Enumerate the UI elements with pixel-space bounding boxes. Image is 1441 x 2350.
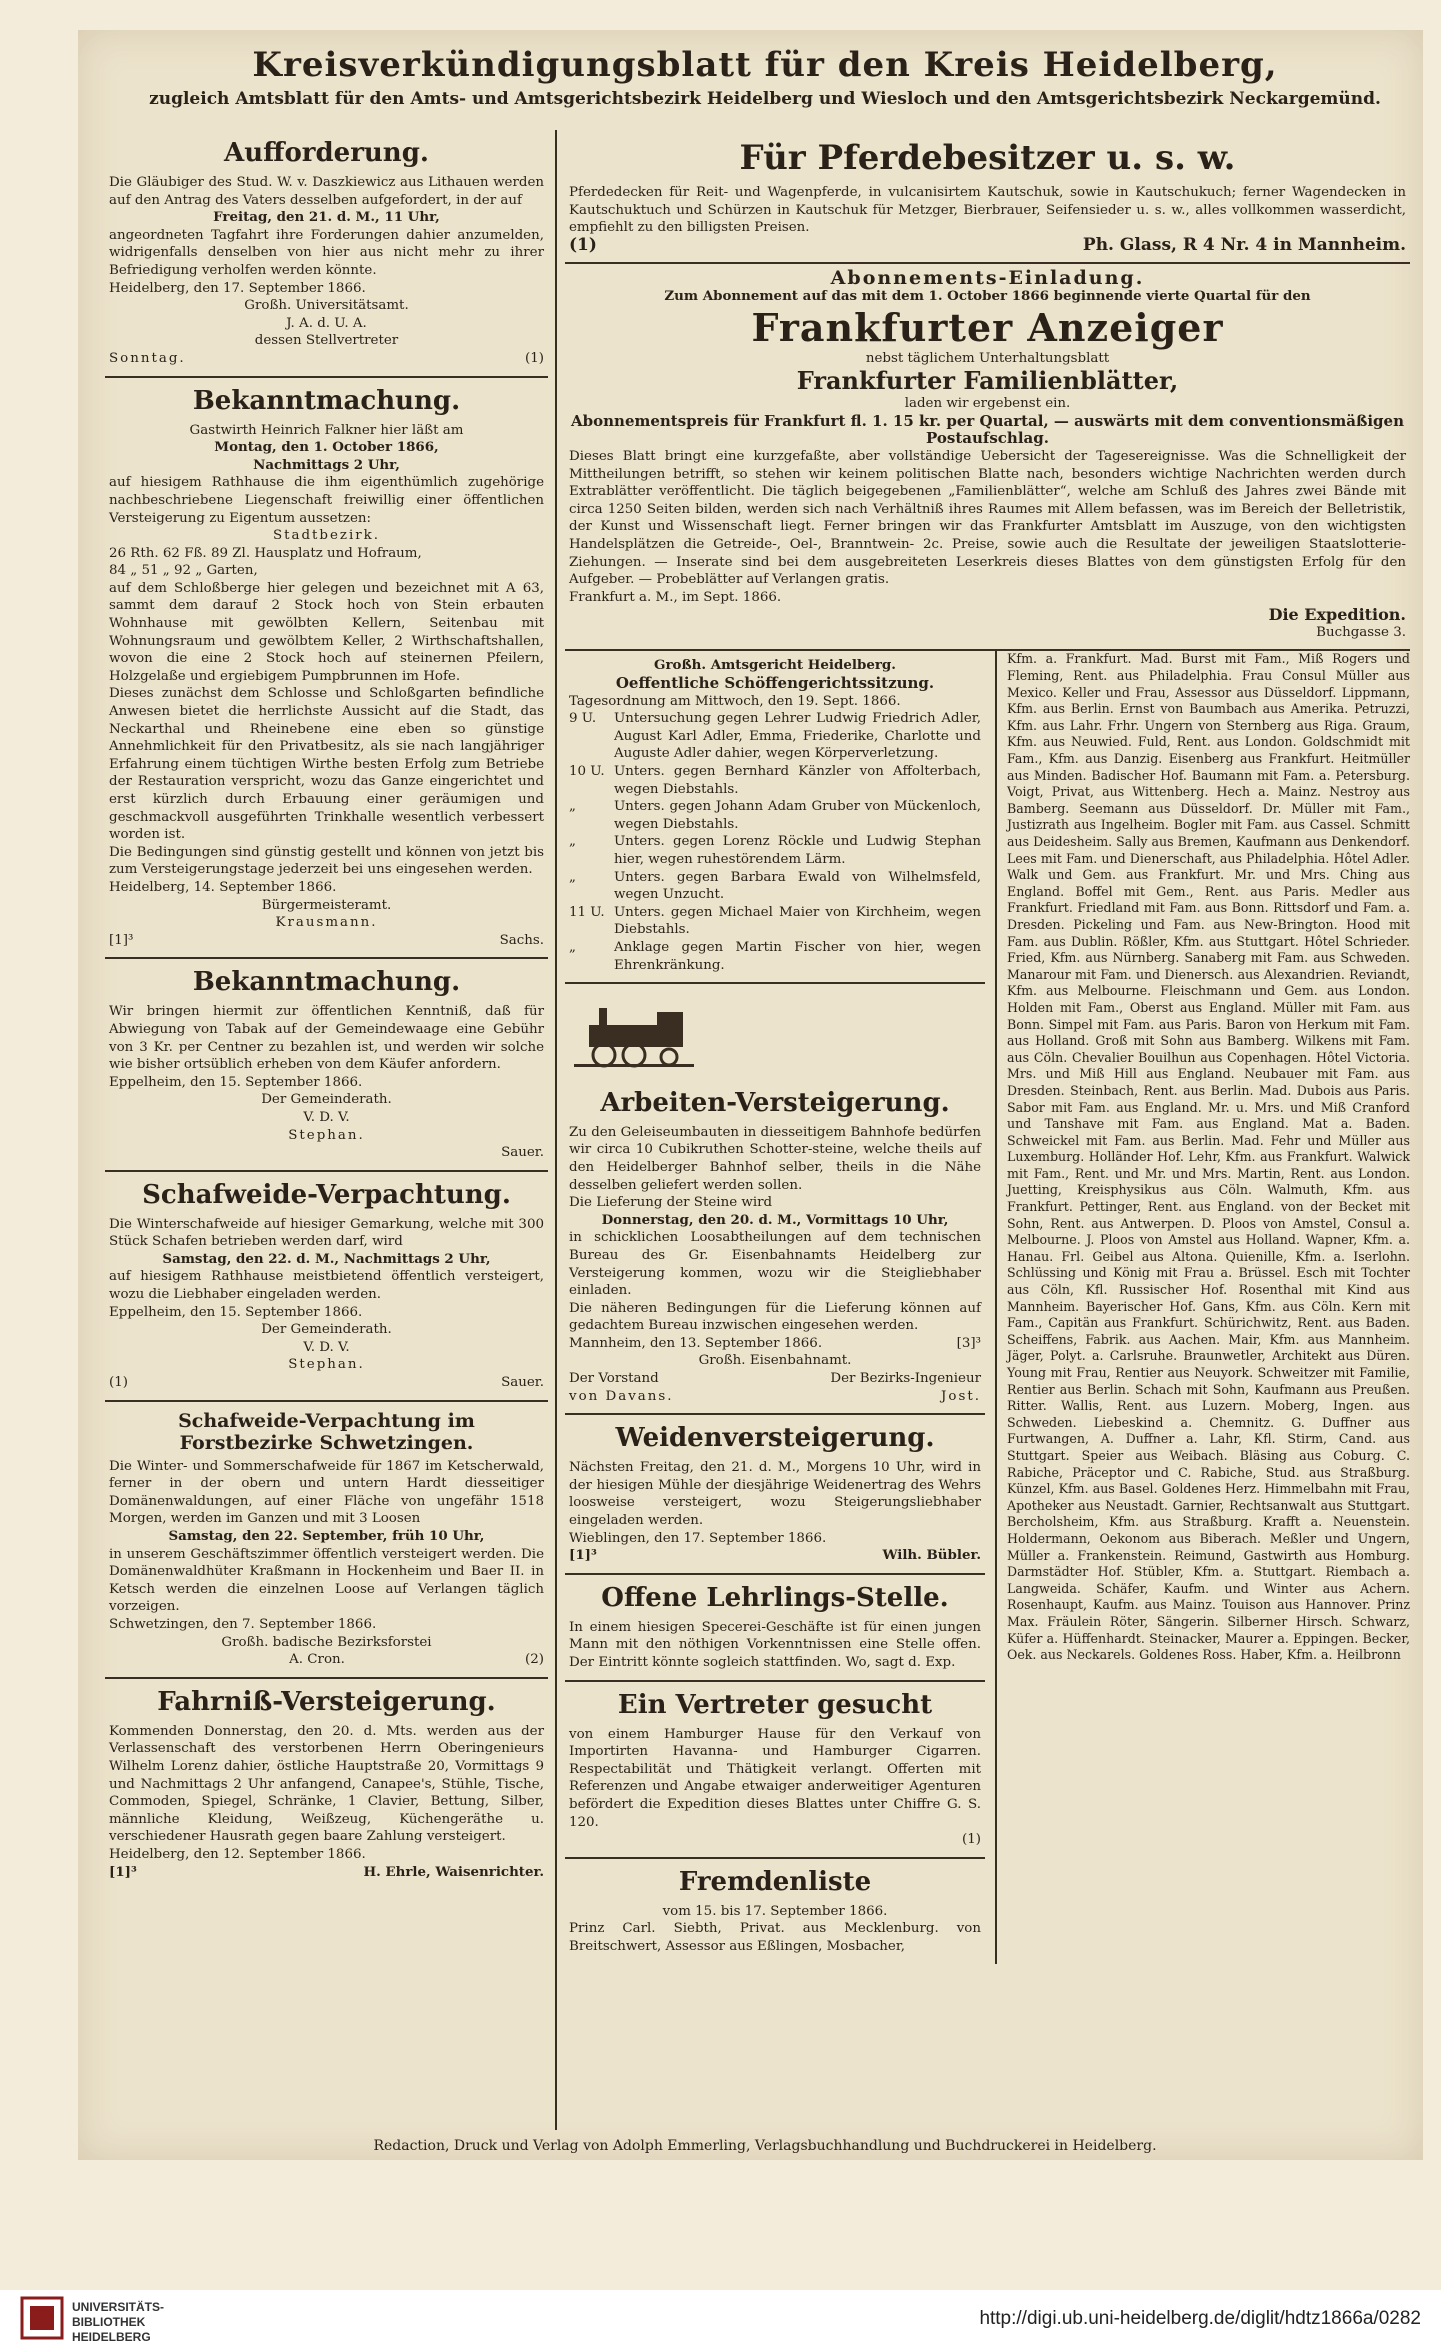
ad-signature: dessen Stellvertreter (254, 333, 399, 349)
ad-signature: Ph. Glass, R 4 Nr. 4 in Mannheim. (1082, 234, 1406, 255)
library-footer-bar (0, 2290, 1441, 2350)
ad-signature: V. D. V. (303, 1339, 350, 1355)
ad-title: Ein Vertreter gesucht (617, 1689, 933, 1720)
ad-signature: V. D. V. (303, 1109, 350, 1125)
source-url-link[interactable]: http://digi.ub.uni-heidelberg.de/diglit/hdtz1866a/0282 (979, 2308, 1421, 2329)
ad-date: Donnerstag, den 20. d. M., Vormittags 10 Uhr, (601, 1211, 949, 1228)
ad-title: Aufforderung. (224, 138, 429, 168)
ad-pferdebesitzer (565, 130, 1410, 264)
ad-text: auf dem Schloßberge hier gelegen und bezeichnet mit A 63, sammt dem darauf 2 Stock hoch von Stein erbauten Wohnhause mit gewölbten Kellern, Seitenbau mit Wohnungsraum und gewölbtem Keller, 2 Wirthschaftshallen, wovon die eine 2 Stock hoch auf steinernen Pfeilern, Holzgelaße und ergiebigem Pumpbrunnen im Hofe. (109, 580, 544, 684)
ad-place: Heidelberg, den 17. September 1866. (109, 280, 366, 296)
ad-fahrniss (105, 1679, 548, 1889)
agenda-time: 10 U. (569, 764, 605, 780)
library-logo-text (72, 2300, 164, 2345)
ad-number: (2) (525, 1652, 544, 1668)
ad-text: vom 15. bis 17. September 1866. (662, 1903, 888, 1919)
ad-text: Die Winter- und Sommerschafweide für 1867 im Ketscherwald, ferner in der obern und untern Hardt diesseitiger Domänenwaldungen, auf einer Fläche von ungefähr 1518 Morgen, werden im Ganzen und mit 3 Loosen (109, 1458, 544, 1527)
ad-frankfurter-anzeiger (565, 264, 1410, 651)
ad-text: Pferdedecken für Reit- und Wagenpferde, in vulcanisirtem Kautschuk, sowie in Kautschukuch; ferner Wagendecken in Kautschuktuch und Schürzen in Kautschuk für Metzger, Bierbrauer, Seifensieder u. s. w., alles vollkommen wasserdicht, empfiehlt zu den billigsten Preisen. (569, 185, 1406, 236)
agenda-time: „ (569, 799, 576, 815)
ad-bekanntmachung-tabak (105, 959, 548, 1171)
ad-heading: Oeffentliche Schöffengerichtssitzung. (615, 674, 935, 693)
ad-text: Die Lieferung der Steine wird (569, 1195, 773, 1211)
ad-signature: A. Cron. (289, 1652, 345, 1668)
ad-signature: Großh. Eisenbahnamt. (698, 1353, 852, 1369)
ad-place: Eppelheim, den 15. September 1866. (109, 1304, 363, 1320)
ad-text: Dieses zunächst dem Schlosse und Schloßgarten befindliche Anwesen bietet die herrlichste Aussicht auf die Stadt, das Neckarthal und Rheinebene eine eben so günstige Annehmlichkeit für den Privatbesitz, als sie nach langjähriger Erfahrung einem tüchtigen Wirthe besten Erfolg zum Betriebe der Restauration verspricht, wozu das Ganze eingerichtet und erst kürzlich durch Erbauung einer geräumigen und geschmackvoll ausgeführten Trinkhalle wesentlich verbessert worden ist. (109, 686, 544, 843)
ad-schafweide-forst (105, 1402, 548, 1679)
ad-date: Samstag, den 22. September, früh 10 Uhr, (168, 1528, 485, 1544)
ad-number: [1]³ (569, 1547, 597, 1564)
ad-signature: Der Gemeinderath. (261, 1092, 392, 1108)
ad-place: Wieblingen, den 17. September 1866. (569, 1530, 827, 1546)
ad-signature: Der Gemeinderath. (261, 1322, 392, 1338)
ad-title: Offene Lehrlings-Stelle. (601, 1582, 949, 1613)
ad-signature: Stephan. (288, 1357, 365, 1373)
ad-text: Zu den Geleiseumbauten in diesseitigem Bahnhofe bedürfen wir circa 10 Cubikruthen Schotter-steine, welche theils auf den Heidelberger Bahnhof selber, theils in die Nähe desselben geliefert werden sollen. (569, 1124, 981, 1193)
ad-text: Prinz Carl. Siebth, Privat. aus Mecklenburg. von Breitschwert, Assessor aus Eßlingen, Mosbacher, (569, 1921, 981, 1954)
ad-number: (1) (962, 1832, 981, 1848)
ad-signature: Jost. (941, 1388, 981, 1404)
ad-number: [3]³ (956, 1335, 981, 1351)
ad-item: 84 „ 51 „ 92 „ Garten, (109, 563, 258, 579)
ad-title: Bekanntmachung. (192, 967, 461, 998)
guest-list-text: Kfm. a. Frankfurt. Mad. Burst mit Fam., Miß Rogers und Fleming, Rent. aus Philadelphia. Frau Consul Müller aus Mexico. Keller und Frau, Assessor aus Düsseldorf. Lippmann, Kfm. aus Berlin. Ernst von Baumbach aus Amerika. Petruzzi, Kfm. aus Lahr. Frhr. Ungern von Sternberg aus Riga. Graum, Kfm. aus Neuwied. Fuld, Rent. aus London. Goldschmidt mit Fam., Kfm. aus Danzig. Eisenberg aus Frankfurt. Heitmüller aus Minden. Badischer Hof. Baumann mit Fam. a. Petersburg. Voigt, Privat, aus Wittenberg. Hech a. Mainz. Nestroy aus Bamberg. Seemann aus Düsseldorf. Dr. Müller mit Fam., Justizrath aus Ingelheim. Bogler mit Fam. aus Cassel. Schmitt aus Deidesheim. Sally aus Bremen, Kaufmann aus Denkendorf. Lees mit Fam. und Dienerschaft, aus Philadelphia. Hôtel Adler. Walk und Gem. aus Frankfurt. Mr. und Mrs. Ching aus England. Boffel mit Gem., Rent. aus Paris. Medler aus Frankfurt. Friedland mit Fam. aus Bonn. Rittsdorf und Fam. a. Dresden. Pickeling und Fam. aus New-Brington. Hood mit Fam. aus Dublin. Rößler, Kfm. aus Stuttgart. Hôtel Schrieder. Fried, Kfm. aus Nürnberg. Sanaberg mit Fam. aus Schweden. Manarour mit Fam. und Dienersch. aus Alexandrien. Reviandt, Kfm. aus Melbourne. Fleischmann und Gem. aus London. Holden mit Fam., Oberst aus England. Müller mit Fam. aus Bonn. Simpel mit Fam. aus Paris. Baron von Herkum mit Fam. aus Holland. Groß mit Sohn aus Bamberg. Wilkens mit Fam. aus Cöln. Chevalier Bouilhun aus Copenhagen. Hôtel Victoria. Mrs. und Miß Hill aus England. Neubauer mit Fam. aus Dresden. Steinbach, Rent. aus Berlin. Mad. Dubois aus Paris. Sabor mit Fam. aus England. Mr. u. Mrs. und Miß Cranford und Tanshave mit Fam. aus England. Mat a. Baden. Schweickel mit Fam. aus Berlin. Mad. Fehr und Müller aus Luxemburg. Holländer Hof. Lehr, Kfm. aus Frankfurt. Walwick mit Fam., Rent. und Mr. und Mrs. Martin, Rent. aus London. Juetting, Kreisphysikus aus Cöln. Walmuth, Kfm. aus Frankfurt. Pettinger, Rent. aus England. von der Becket mit Sohn, Rent. aus Antwerpen. D. Ploos von Amstel, Consul a. Melbourne. J. Ploos von Amstel aus Holland. Wapner, Kfm. a. Hanau. Frl. Geibel aus Altona. Quienille, Kfm. a. Iserlohn. Schlüssing und König mit Frau a. Brüssel. Esch mit Tochter aus Cöln, Kfl. Russischer Hof. Rosenthal mit Kind aus Mannheim. Bayerischer Hof. Gans, Kfm. aus Cöln. Kern mit Fam., Capitän aus Frankfurt. Schürichwitz, Rent. aus Baden. Scheiffens, Fabrik. aus Aachen. Mair, Kfm. aus Mannheim. Jäger, Polyt. a. Carlsruhe. Braunwetler, Architekt aus Düren. Young mit Frau, Rentier aus Neuyork. Schweitzer mit Familie, Rentier aus Berlin. Schach mit Sohn, Kaufmann aus Preußen. Ritter. Wallis, Rent. aus Luzern. Moberg, Ingen. aus Schweden. Liebeskind a. Chemnitz. G. Duffner aus Furtwangen, A. Duffner a. Lahr, Kfl. Stirm, Cand. aus Stuttgart. Speier aus Weibach. Bläsing aus Coburg. C. Rabiche, Präceptor und C. Rabiche, Stud. aus Straßburg. Künzel, Kfm. aus Basel. Goldenes Herz. Himmelbahn mit Frau, Apotheker aus Neustadt. Garnier, Rechtsanwalt aus Stuttgart. Bercholsheim, Kfm. aus Straßburg. Krafft a. Neuenstein. Holdermann, Oekonom aus Biberach. Meßler und Ungern, Müller a. Frankenstein. Reimund, Gastwirth aus Homburg. Darmstädter Hof. Stübler, Kfm. a. Stuttgart. Riembach a. Langweida. Schäfer, Kaufm. und Winter aus Achern. Rosenhaupt, Kaufm. aus Mainz. Touison aus Hannover. Prinz Max. Fräulein Röter, Sängerin. Silberner Hirsch. Schwarz, Küfer a. Hüffenhardt. Steinacker, Maurer a. Eppingen. Becker, Oek. aus Neckarels. Goldenes Ross. Haber, Kfm. a. Heilbronn (1007, 651, 1410, 1663)
ad-signature: Der Vorstand (569, 1371, 659, 1387)
ad-text: In einem hiesigen Specerei-Geschäfte ist für einen jungen Mann mit den nöthigen Vorkenntnissen eine Stelle offen. Der Eintritt könnte sogleich stattfinden. Wo, sagt d. Exp. (569, 1619, 981, 1670)
ad-place: Eppelheim, den 15. September 1866. (109, 1074, 363, 1090)
ad-item: 26 Rth. 62 Fß. 89 Zl. Hausplatz und Hofraum, (109, 545, 422, 561)
ad-text: von einem Hamburger Hause für den Verkauf von Importirten Havanna- und Hamburger Cigarren. Respectabilität und Thätigkeit verlangt. Offerten mit Referenzen und Angabe etwaiger anderweitiger Agenturen befördert die Expedition dieses Blattes unter Chiffre G. S. 120. (569, 1726, 981, 1830)
ad-signature: Stephan. (288, 1127, 365, 1143)
ad-bekanntmachung-falkner (105, 378, 548, 960)
ad-heading: Großh. Amtsgericht Heidelberg. (654, 657, 896, 674)
ad-text: Die näheren Bedingungen für die Lieferung können auf gedachtem Bureau inzwischen eingesehen werden. (569, 1300, 981, 1334)
newspaper-subtitle: zugleich Amtsblatt für den Amts- und Amtsgerichtsbezirk Heidelberg und Wiesloch und den Amtsgerichtsbezirk Neckargemünd. (149, 89, 1381, 109)
ad-text: Gastwirth Heinrich Falkner hier läßt am (189, 422, 464, 438)
logo-line: HEIDELBERG (72, 2330, 151, 2344)
left-column (105, 130, 548, 1889)
ad-signature: Sauer. (501, 1375, 544, 1391)
middle-column (565, 651, 997, 1963)
ad-newspaper-name: Frankfurter Anzeiger (751, 304, 1224, 350)
library-logo-icon (20, 2296, 64, 2340)
ad-text: auf hiesigem Rathhause die ihm eigenthümlich zugehörige nachbeschriebene Liegenschaft freiwillig einer öffentlichen Versteigerung zu Eigentum aussetzen: (109, 475, 544, 526)
ad-text: Die Gläubiger des Stud. W. v. Daszkiewicz aus Lithauen werden auf den Antrag des Vaters desselben aufgefordert, in der auf (109, 175, 544, 208)
right-subcolumns (565, 651, 1410, 1963)
ad-signature: Großh. Universitätsamt. (244, 298, 409, 314)
ad-signature: J. A. d. U. A. (286, 315, 367, 331)
logo-line: UNIVERSITÄTS- (72, 2300, 165, 2314)
ad-signature: Der Bezirks-Ingenieur (830, 1371, 981, 1387)
ad-signature: Die Expedition. (1268, 605, 1406, 625)
agenda-entry: Unters. gegen Lorenz Röckle und Ludwig Stephan hier, wegen ruhestörendem Lärm. (614, 834, 981, 867)
ad-signature: von Davans. (569, 1388, 674, 1404)
ad-arbeiten-versteigerung (565, 984, 985, 1415)
ad-title: Für Pferdebesitzer u. s. w. (739, 138, 1236, 178)
right-column (565, 130, 1410, 1964)
ad-lehrlings-stelle (565, 1575, 985, 1682)
ad-place: Heidelberg, den 12. September 1866. (109, 1846, 366, 1862)
agenda-time: „ (569, 939, 576, 955)
ad-title: Arbeiten-Versteigerung. (600, 1087, 950, 1118)
ad-title: Fahrniß-Versteigerung. (157, 1686, 496, 1717)
column-divider (555, 130, 557, 2130)
ad-signature: Großh. badische Bezirksforstei (221, 1634, 432, 1650)
ad-number: (1) (569, 234, 597, 255)
masthead (105, 45, 1425, 109)
ad-weidenversteigerung (565, 1415, 985, 1575)
ad-title: Fremdenliste (678, 1866, 872, 1897)
agenda-entry: Unters. gegen Bernhard Känzler von Affolterbach, wegen Diebstahls. (614, 764, 981, 797)
agenda-entry: Unters. gegen Michael Maier von Kirchheim, wegen Diebstahls. (614, 904, 981, 938)
agenda-entry: Unters. gegen Johann Adam Gruber von Mückenloch, wegen Diebstahls. (614, 799, 981, 832)
ad-text: in unserem Geschäftszimmer öffentlich versteigert werden. Die Domänenwaldhüter Kraßmann in Hockenheim und Baer II. in Ketsch werden die einzelnen Loose auf Verlangen täglich vorzeigen. (109, 1546, 544, 1615)
ad-schafweide (105, 1172, 548, 1402)
agenda-time: „ (569, 834, 576, 850)
ad-text: angeordneten Tagfahrt ihre Forderungen dahier anzumelden, widrigenfalls denselben von hier aus nicht mehr zu ihrer Befriedigung verholfen werden könnte. (109, 227, 544, 278)
agenda-time: 9 U. (569, 711, 597, 727)
ad-place: Schwetzingen, den 7. September 1866. (109, 1616, 377, 1632)
ad-subhead: Stadtbezirk. (272, 528, 381, 544)
ad-signature: Sachs. (499, 932, 544, 948)
agenda-time: 11 U. (569, 904, 605, 920)
ad-date: Nachmittags 2 Uhr, (253, 456, 400, 473)
guest-list-column (997, 651, 1410, 1963)
ad-text: Tagesordnung am Mittwoch, den 19. Sept. 1866. (569, 693, 901, 709)
ad-supplement-name: Frankfurter Familienblätter, (796, 366, 1179, 396)
ad-text: Zum Abonnement auf das mit dem 1. October 1866 beginnende vierte Quartal für den (664, 287, 1311, 304)
ad-text: Die Bedingungen sind günstig gestellt und können von jetzt bis zum Versteigerungstage jederzeit bei uns eingesehen werden. (109, 844, 544, 878)
agenda-entry: Untersuchung gegen Lehrer Ludwig Friedrich Adler, August Karl Adler, Emma, Friederike, Charlotte und Auguste Adler dahier, wegen Körperverletzung. (614, 711, 981, 762)
ad-number: (1) (525, 350, 544, 366)
logo-line: BIBLIOTHEK (72, 2315, 146, 2329)
ad-text: Kommenden Donnerstag, den 20. d. Mts. werden aus der Verlassenschaft des verstorbenen Herrn Oberingenieurs Wilhelm Lorenz dahier, östliche Hauptstraße 20, Vormittags 9 und Nachmittags 2 Uhr anfangend, Canapee's, Stühle, Tische, Commoden, Spiegel, Schränke, 1 Clavier, Bettung, Silber, männliche Kleidung, Weißzeug, Küchengeräthe u. verschiedener Hausrath gegen baare Zahlung versteigert. (109, 1723, 544, 1845)
ad-price: Abonnementspreis für Frankfurt fl. 1. 15 kr. per Quartal, — auswärts mit dem conventionsmäßigen Postaufschlag. (571, 411, 1404, 448)
ad-text: Nächsten Freitag, den 21. d. M., Morgens 10 Uhr, wird in der hiesigen Mühle der diesjährige Weidenertrag des Wehrs loosweise versteigert, wozu Steigerungsliebhaber eingeladen werden. (569, 1460, 981, 1529)
ad-text: in schicklichen Loosabtheilungen auf dem technischen Bureau des Gr. Eisenbahnamts Heidelberg zur Versteigerung kommen, wozu wir die Steigliebhaber einladen. (569, 1230, 981, 1299)
ad-signature: Sauer. (501, 1145, 544, 1161)
ad-number: (1) (109, 1375, 128, 1391)
ad-text: auf hiesigem Rathhause meistbietend öffentlich versteigert, wozu die Liebhaber eingeladen werden. (109, 1269, 544, 1303)
ad-number: [1]³ (109, 1863, 137, 1880)
ad-text: Dieses Blatt bringt eine kurzgefaßte, aber vollständige Uebersicht der Tagesereignisse. Was die Schnelligkeit der Mittheilungen betrifft, so stehen wir keinem politischen Blatte nach, besonders wichtige Nachrichten werden durch Extrablätter veröffentlicht. Die täglich beigegebenen „Familienblätter“, welche am Schluß des Jahres zwei Bände mit circa 1250 Seiten bilden, werden sich nach Verhältniß ihres Raumes mit Allem befassen, was im Bereich der Belletristik, der Kunst und Wissenschaft liegt. Ferner bringen wir das Frankfurter Amtsblatt im Auszuge, von den wichtigsten Handelsplätzen die Getreide-, Oel-, Branntwein- 2c. Preise, sowie auch die Resultate der jeweiligen Staatslotterie-Ziehungen. — Inserate sind bei dem ausgebreiteten Leserkreis dieses Blattes von dem günstigsten Erfolg für den Aufgeber. — Probeblätter auf Verlangen gratis. (569, 448, 1406, 588)
ad-title: Schafweide-Verpachtung. (142, 1179, 511, 1210)
ad-signature: Krausmann. (275, 915, 378, 931)
ad-signature: Wilh. Bübler. (882, 1547, 981, 1564)
agenda-entry: Anklage gegen Martin Fischer von hier, wegen Ehrenkränkung. (614, 939, 981, 973)
agenda-entry: Unters. gegen Barbara Ewald von Wilhelmsfeld, wegen Unzucht. (614, 869, 981, 903)
ad-number: [1]³ (109, 932, 134, 948)
ad-signature: Sonntag. (109, 350, 186, 366)
ad-date: Montag, den 1. October 1866, (214, 439, 439, 456)
ad-fremdenliste (565, 1859, 985, 1964)
imprint: Redaction, Druck und Verlag von Adolph Emmerling, Verlagsbuchhandlung und Buchdruckerei in Heidelberg. (373, 2138, 1157, 2154)
newspaper-title: Kreisverkündigungsblatt für den Kreis Heidelberg, (252, 45, 1278, 85)
ad-text: nebst täglichem Unterhaltungsblatt (865, 350, 1110, 366)
ad-text: Die Winterschafweide auf hiesiger Gemarkung, welche mit 300 Stück Schafen betrieben werden darf, wird (109, 1216, 544, 1250)
ad-title: Weidenversteigerung. (615, 1423, 935, 1454)
ad-vertreter (565, 1682, 985, 1859)
ad-date: Samstag, den 22. d. M., Nachmittags 2 Uhr, (162, 1250, 491, 1267)
ad-text: Wir bringen hiermit zur öffentlichen Kenntniß, daß für Abwiegung von Tabak auf der Gemeindewaage eine Gebühr von 3 Kr. per Centner zu bezahlen ist, und werden wir solche wie bisher ortsüblich erheben von dem Käufer anfordern. (109, 1004, 544, 1073)
ad-place: Mannheim, den 13. September 1866. (569, 1335, 823, 1351)
ad-schoeffengericht (565, 651, 985, 984)
ad-signature: Bürgermeisteramt. (261, 897, 392, 913)
ad-title: Schafweide-Verpachtung im Forstbezirke Schwetzingen. (178, 1409, 475, 1454)
ad-title: Bekanntmachung. (192, 385, 461, 416)
ad-place: Frankfurt a. M., im Sept. 1866. (569, 589, 782, 605)
ad-signature: Buchgasse 3. (1316, 624, 1406, 640)
ad-signature: H. Ehrle, Waisenrichter. (363, 1863, 544, 1880)
ad-text: laden wir ergebenst ein. (904, 396, 1071, 412)
locomotive-icon (569, 1000, 699, 1070)
ad-aufforderung (105, 130, 548, 378)
agenda-time: „ (569, 869, 576, 885)
ad-place: Heidelberg, 14. September 1866. (109, 879, 337, 895)
ad-heading: Abonnements-Einladung. (830, 267, 1145, 290)
court-agenda (569, 710, 981, 974)
ad-date: Freitag, den 21. d. M., 11 Uhr, (213, 209, 440, 226)
